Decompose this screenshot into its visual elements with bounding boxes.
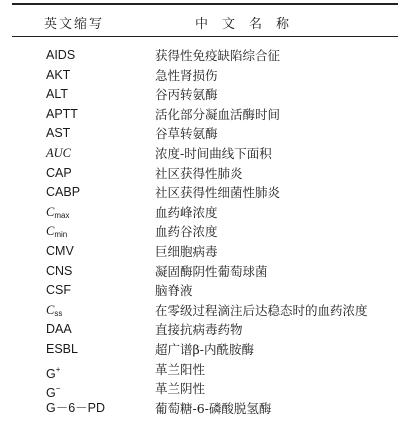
abbreviation-cell: AIDS: [46, 48, 76, 62]
chinese-name-cell: 巨细胞病毒: [155, 243, 218, 259]
chinese-name-cell: 社区获得性肺炎: [155, 165, 243, 181]
table-row: [0, 320, 409, 340]
abbreviation-main: C: [46, 224, 55, 239]
table-top-rule: [12, 3, 398, 5]
abbreviation-cell: ALT: [46, 87, 68, 102]
table-row: [0, 183, 409, 203]
table-row: [0, 281, 409, 301]
abbreviation-cell: AUC: [46, 145, 71, 160]
table-row: [0, 144, 409, 164]
abbreviation-cell: CNS: [46, 263, 73, 278]
abbreviation-main: G: [46, 386, 56, 401]
chinese-name-cell: 直接抗病毒药物: [155, 322, 243, 338]
table-row: [0, 124, 409, 144]
chinese-name-cell: 脑脊液: [155, 283, 193, 299]
chinese-name-cell: 革兰阴性: [155, 381, 206, 397]
abbreviation-cell: AST: [46, 126, 71, 141]
table-row: [0, 340, 409, 360]
chinese-name-cell: 在零级过程滴注后达稳态时的血药浓度: [155, 302, 368, 318]
table-row: [0, 301, 409, 321]
abbreviation-cell: CAP: [46, 165, 72, 180]
abbreviation-cell: G－6－PD: [46, 400, 106, 415]
table-header: [0, 8, 409, 34]
table-row: [0, 242, 409, 262]
chinese-name-cell: 超广谱β-内酰胺酶: [155, 341, 254, 357]
chinese-name-cell: 葡萄糖-6-磷酸脱氢酶: [155, 400, 272, 416]
column-header-chinese-name: 中文名称: [195, 17, 304, 32]
table-row: [0, 164, 409, 184]
table-row: [0, 379, 409, 399]
abbreviation-cell: ESBL: [46, 341, 78, 356]
abbreviation-main: C: [46, 204, 55, 219]
chinese-name-cell: 凝固酶阴性葡萄球菌: [155, 263, 268, 279]
table-row: [0, 203, 409, 223]
chinese-name-cell: 谷草转氨酶: [155, 126, 218, 142]
abbreviation-cell: APTT: [46, 106, 78, 121]
chinese-name-cell: 活化部分凝血活酶时间: [155, 106, 281, 122]
table-row: [0, 46, 409, 66]
column-header-abbreviation: 英文缩写: [44, 17, 105, 32]
abbreviation-cell: CABP: [46, 185, 81, 200]
table-row: [0, 222, 409, 242]
abbreviation-subscript: min: [54, 230, 68, 240]
abbreviation-cell: CMV: [46, 243, 74, 258]
abbreviation-subscript: ss: [54, 308, 63, 318]
abbreviation-subscript: max: [54, 210, 70, 220]
abbreviation-superscript: −: [55, 384, 61, 394]
chinese-name-cell: 急性肾损伤: [155, 67, 218, 83]
abbreviation-main: C: [46, 302, 55, 317]
chinese-name-cell: 革兰阳性: [155, 361, 206, 377]
chinese-name-cell: 浓度-时间曲线下面积: [155, 145, 272, 161]
abbreviation-cell: AKT: [46, 67, 71, 82]
chinese-name-cell: 血药峰浓度: [155, 204, 218, 220]
table-row: [0, 262, 409, 282]
abbreviation-cell: DAA: [46, 322, 72, 337]
abbreviation-cell: CSF: [46, 283, 71, 298]
table-row: [0, 85, 409, 105]
chinese-name-cell: 社区获得性细菌性肺炎: [155, 185, 281, 201]
chinese-name-cell: 血药谷浓度: [155, 224, 218, 240]
abbreviation-main: G: [46, 366, 56, 381]
table-row: [0, 399, 409, 419]
abbreviation-table-body: [0, 46, 409, 418]
chinese-name-cell: 获得性免疫缺陷综合征: [155, 48, 281, 63]
table-header-rule: [12, 36, 398, 37]
chinese-name-cell: 谷丙转氨酶: [155, 87, 218, 103]
table-row: [0, 360, 409, 380]
table-row: [0, 105, 409, 125]
table-row: [0, 66, 409, 86]
abbreviation-superscript: +: [55, 364, 61, 374]
